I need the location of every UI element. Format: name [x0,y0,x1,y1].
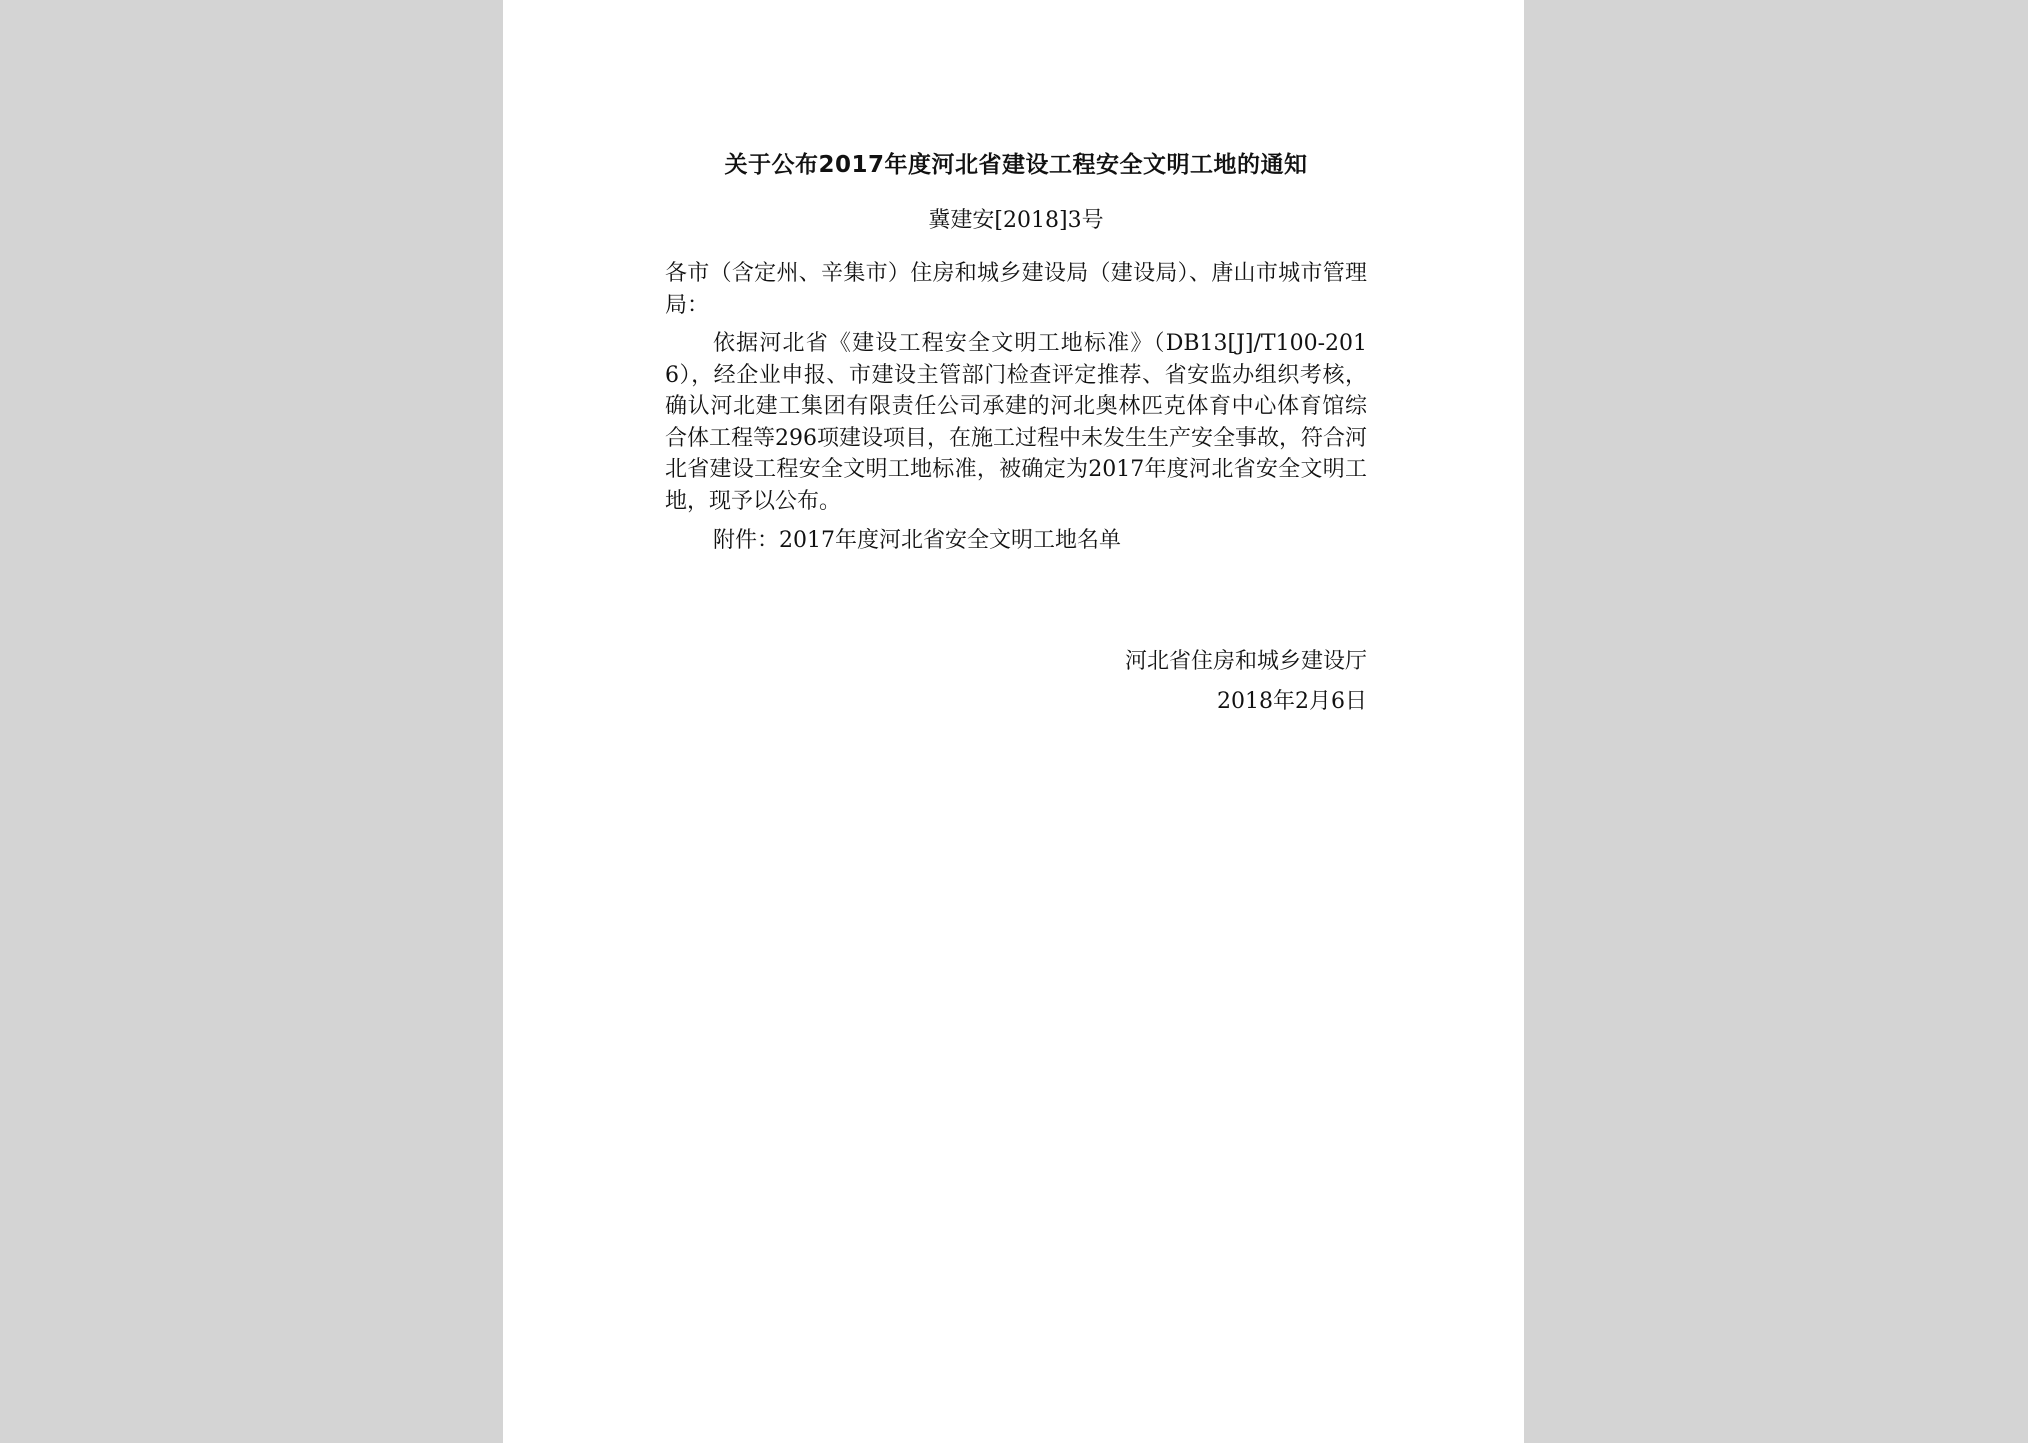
signer: 河北省住房和城乡建设厅 [1124,649,1367,674]
salutation: 各市（含定州、辛集市）住房和城乡建设局（建设局）、唐山市城市管理局： [665,261,1367,318]
document-page [503,0,1524,1443]
document-title: 关于公布2017年度河北省建设工程安全文明工地的通知 [724,152,1308,178]
attachment-line: 附件：2017年度河北省安全文明工地名单 [713,528,1121,553]
document-date: 2018年2月6日 [1217,689,1367,714]
body-paragraph: 依据河北省《建设工程安全文明工地标准》（DB13[J]/T100-2016），经企业申报、市建设主管部门检查评定推荐、省安监办组织考核，确认河北建工集团有限责任公司承建的河北奥林匹克体育中心体育馆综合体工程等296项建设项目，在施工过程中未发生生产安全事故，符合河北省建设工程安全文明工地标准，被确定为2017年度河北省安全文明工地，现予以公布。 [665,331,1367,514]
document-number: 冀建安[2018]3号 [928,208,1104,233]
